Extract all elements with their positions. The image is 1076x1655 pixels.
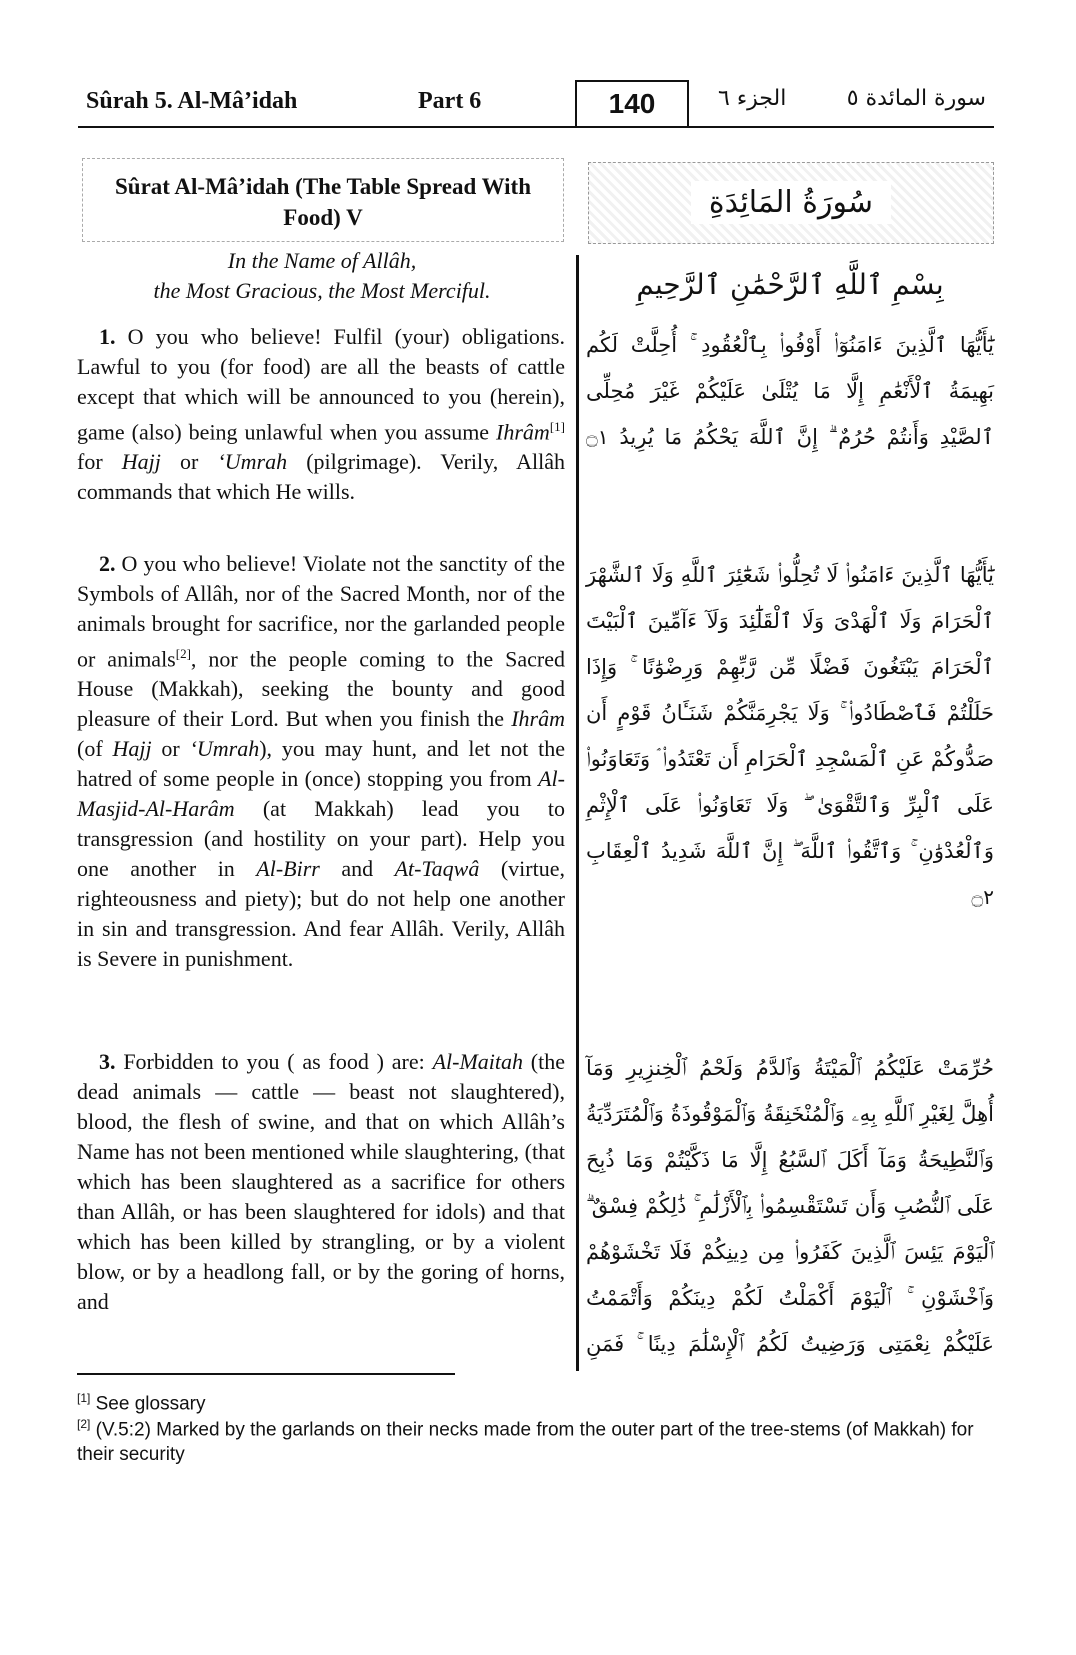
surah-title: Sûrat Al-Mâ’idah (The Table Spread With Food) V	[114, 174, 532, 230]
surah-title-box	[82, 158, 564, 242]
footnote-text: (V.5:2) Marked by the garlands on their necks made from the outer part of the tree-stems (of Makkah) for their security	[77, 1419, 974, 1466]
term-ihram: Ihrâm	[511, 706, 565, 732]
verse-number: 2.	[99, 551, 116, 576]
term-at-taqwa: At-Taqwâ	[394, 856, 480, 882]
page-header	[78, 78, 994, 128]
term-al-maitah: Al-Maitah	[432, 1049, 523, 1074]
verse-text: Forbidden to you ( as food ) are:	[123, 1049, 433, 1074]
verse-1-arabic	[586, 322, 994, 460]
verse-2-translation: 2. O you who believe! Violate not the sanctity of the Symbols of Allâh, nor of the Sacred Month, nor of the animals brought for sacrifice, nor the garlanded people or animals[2], nor the people coming to the Sacred House (Makkah), seeking the bounty and good pleasure of their Lord. But when you finish the Ihrâm (of Hajj or ‘Umrah), you may hunt, and let not the hatred of some people in (once) stopping you from Al-Masjid-Al-Harâm (at Makkah) lead you to transgression (and hostility on your part). Help you one another in Al-Birr and At-Taqwâ (virtue, righteousness and piety); but do not help one another in sin and transgression. And fear Allâh. Verily, Allâh is Severe in punishment.	[77, 551, 566, 972]
page-number: 140	[575, 80, 689, 126]
arabic-verse-text: يَٰٓأَيُّهَا ٱلَّذِينَ ءَامَنُوٓا۟ أَوْفُوا۟ بِٱلْعُقُودِ ۚ أُحِلَّتْ لَكُم بَهِيمَةُ ٱلْأَنْعَٰمِ إِلَّا مَا يُتْلَىٰ عَلَيْكُمْ غَيْرَ مُحِلِّى ٱلصَّيْدِ وَأَنتُمْ حُرُمٌ ۗ إِنَّ ٱللَّهَ يَحْكُمُ مَا يُرِيدُ	[586, 333, 994, 449]
verse-3-arabic	[586, 1045, 994, 1367]
bismillah-english	[82, 246, 562, 306]
footnote-ref-1[interactable]: [1]	[549, 419, 565, 434]
footnote-2	[77, 1412, 997, 1467]
bismillah-line-1: In the Name of Allâh,	[227, 248, 417, 273]
term-ihram: Ihrâm	[496, 419, 550, 445]
verse-number: 1.	[99, 324, 116, 349]
arabic-verse-text: يَٰٓأَيُّهَا ٱلَّذِينَ ءَامَنُوا۟ لَا تُحِلُّوا۟ شَعَٰٓئِرَ ٱللَّهِ وَلَا ٱلشَّهْرَ ٱلْحَرَامَ وَلَا ٱلْهَدْىَ وَلَا ٱلْقَلَٰٓئِدَ وَلَآ ءَآمِّينَ ٱلْبَيْتَ ٱلْحَرَامَ يَبْتَغُونَ فَضْلًا مِّن رَّبِّهِمْ وَرِضْوَٰنًا ۚ وَإِذَا حَلَلْتُمْ فَٱصْطَادُوا۟ ۚ وَلَا يَجْرِمَنَّكُمْ شَنَـَٔانُ قَوْمٍ أَن صَدُّوكُمْ عَنِ ٱلْمَسْجِدِ ٱلْحَرَامِ أَن تَعْتَدُوا۟ ۘ وَتَعَاوَنُوا۟ عَلَى ٱلْبِرِّ وَٱلتَّقْوَىٰ ۖ وَلَا تَعَاوَنُوا۟ عَلَى ٱلْإِثْمِ وَٱلْعُدْوَٰنِ ۚ وَٱتَّقُوا۟ ٱللَّهَ ۖ إِنَّ ٱللَّهَ شَدِيدُ ٱلْعِقَابِ	[586, 563, 994, 863]
verse-2-arabic	[586, 552, 994, 920]
footnote-ref-2[interactable]: [2]	[175, 646, 191, 661]
ayah-end-marker: ۝٢	[971, 885, 994, 909]
verse-number: 3.	[99, 1049, 116, 1074]
bismillah-line-2: the Most Gracious, the Most Merciful.	[153, 278, 491, 303]
footnote-rule	[77, 1373, 455, 1375]
verse-3-translation: 3. Forbidden to you ( as food ) are: Al-Maitah (the dead animals — cattle — beast not slaughtered), blood, the flesh of swine, and that on which Allâh’s Name has not been mentioned while slaughtering, (that which has been slaughtered as a sacrifice for others than Allâh, or has been slaughtered for idols) and that which has been killed by strangling, or by a violent blow, or by a headlong fall, or by the goring of horns, and	[77, 1049, 566, 1314]
arabic-surah-title: سُورَةُ المَائِدَةِ	[691, 181, 891, 224]
term-al-birr: Al-Birr	[256, 856, 320, 882]
arabic-verse-text: حُرِّمَتْ عَلَيْكُمُ ٱلْمَيْتَةُ وَٱلدَّمُ وَلَحْمُ ٱلْخِنزِيرِ وَمَآ أُهِلَّ لِغَيْرِ ٱللَّهِ بِهِۦ وَٱلْمُنْخَنِقَةُ وَٱلْمَوْقُوذَةُ وَٱلْمُتَرَدِّيَةُ وَٱلنَّطِيحَةُ وَمَآ أَكَلَ ٱلسَّبُعُ إِلَّا مَا ذَكَّيْتُمْ وَمَا ذُبِحَ عَلَى ٱلنُّصُبِ وَأَن تَسْتَقْسِمُوا۟ بِٱلْأَزْلَٰمِ ۚ ذَٰلِكُمْ فِسْقٌ ۗ ٱلْيَوْمَ يَئِسَ ٱلَّذِينَ كَفَرُوا۟ مِن دِينِكُمْ فَلَا تَخْشَوْهُمْ وَٱخْشَوْنِ ۚ ٱلْيَوْمَ أَكْمَلْتُ لَكُمْ دِينَكُمْ وَأَتْمَمْتُ عَلَيْكُمْ نِعْمَتِى وَرَضِيتُ لَكُمُ ٱلْإِسْلَٰمَ دِينًا ۚ فَمَنِ	[586, 1056, 994, 1356]
ayah-end-marker: ۝١	[586, 425, 609, 449]
footnote-mark: [1]	[77, 1391, 91, 1405]
verse-text: O you who believe! Violate not the sanctity of the Symbols of Allâh, nor of the Sacred Month, nor of the animals brought for sacrifice, nor the garlanded people or animals	[77, 551, 566, 672]
arabic-title-ornament	[588, 162, 994, 244]
column-divider	[576, 255, 579, 1371]
header-part-arabic: الجزء ٦	[718, 86, 787, 111]
term-umrah: ‘Umrah	[189, 736, 260, 762]
header-surah-arabic: سورة المائدة ٥	[846, 86, 986, 111]
verse-text: O you who believe! Fulfil (your) obligations. Lawful to you (for food) are all the beasts of cattle except that which will be announced to you (herein), game (also) being unlawful when you assume	[77, 324, 565, 445]
footnote-text: See glossary	[90, 1393, 206, 1415]
term-masjid-al-haram: Al-Masjid-Al-Harâm	[77, 766, 565, 822]
bismillah-arabic: بِسْمِ ٱللَّهِ ٱلرَّحْمَٰنِ ٱلرَّحِيمِ	[636, 268, 944, 301]
header-part: Part 6	[418, 88, 482, 114]
term-hajj: Hajj	[121, 449, 161, 475]
footnote-mark: [2]	[77, 1417, 91, 1431]
verse-1-translation: 1. O you who believe! Fulfil (your) obligations. Lawful to you (for food) are all the beasts of cattle except that which will be announced to you (herein), game (also) being unlawful when you assume Ihrâm[1] for Hajj or ‘Umrah (pilgrimage). Verily, Allâh commands that which He wills.	[77, 324, 565, 505]
header-surah-name: Sûrah 5. Al-Mâ’idah	[86, 88, 298, 114]
term-hajj: Hajj	[112, 736, 152, 762]
term-umrah: ‘Umrah	[217, 449, 288, 475]
